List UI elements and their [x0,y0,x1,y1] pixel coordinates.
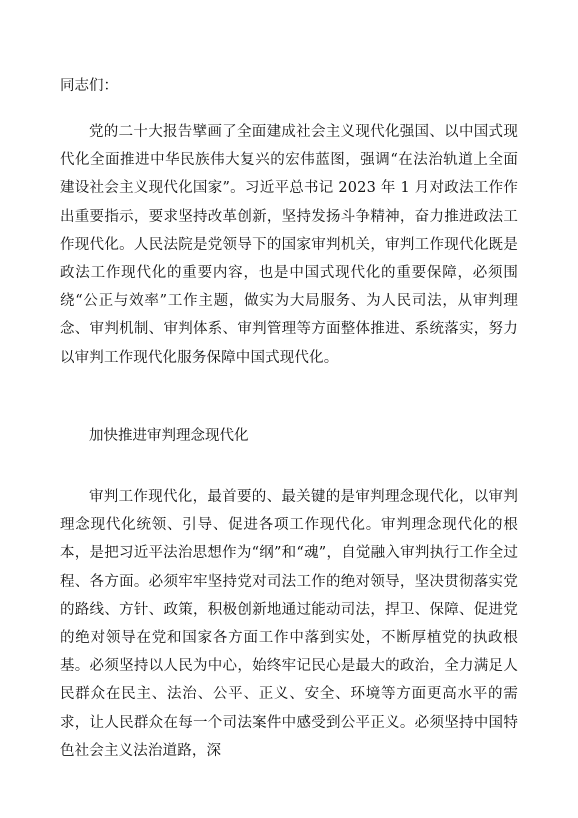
section-heading: 加快推进审判理念现代化 [89,428,249,444]
salutation: 同志们： [60,78,118,94]
paragraph-section-body: 审判工作现代化，最首要的、最关键的是审判理念现代化，以审判理念现代化统领、引导、促进各项工作现代化。审判理念现代化的根本，是把习近平法治思想作为“纲”和“魂”，自觉融入审判执行工作全过程、各方面。必须牢牢坚持党对司法工作的绝对领导，坚决贯彻落实党的路线、方针、政策，积极创新地通过能动司法，捍卫、保障、促进党的绝对领导在党和国家各方面工作中落到实处，不断厚植党的执政根基。必须坚持以人民为中心，始终牢记民心是最大的政治，全力满足人民群众在民主、法治、公平、正义、安全、环境等方面更高水平的需求，让人民群众在每一个司法案件中感受到公平正义。必须坚持中国特色社会主义法治道路，深 [60,489,518,759]
paragraph-intro: 党的二十大报告擘画了全面建成社会主义现代化强国、以中国式现代化全面推进中华民族伟大复兴的宏伟蓝图，强调“在法治轨道上全面建设社会主义现代化国家”。习近平总书记 2023 年 1 月对政法工作作出重要指示，要求坚持改革创新，坚持发扬斗争精神，奋力推进政法工作现代化。人民法院是党领导下的国家审判机关，审判工作现代化既是政法工作现代化的重要内容，也是中国式现代化的重要保障，必须围绕“公正与效率”工作主题，做实为大局服务、为人民司法，从审判理念、审判机制、审判体系、审判管理等方面整体推进、系统落实，努力以审判工作现代化服务保障中国式现代化。 [60,124,518,366]
